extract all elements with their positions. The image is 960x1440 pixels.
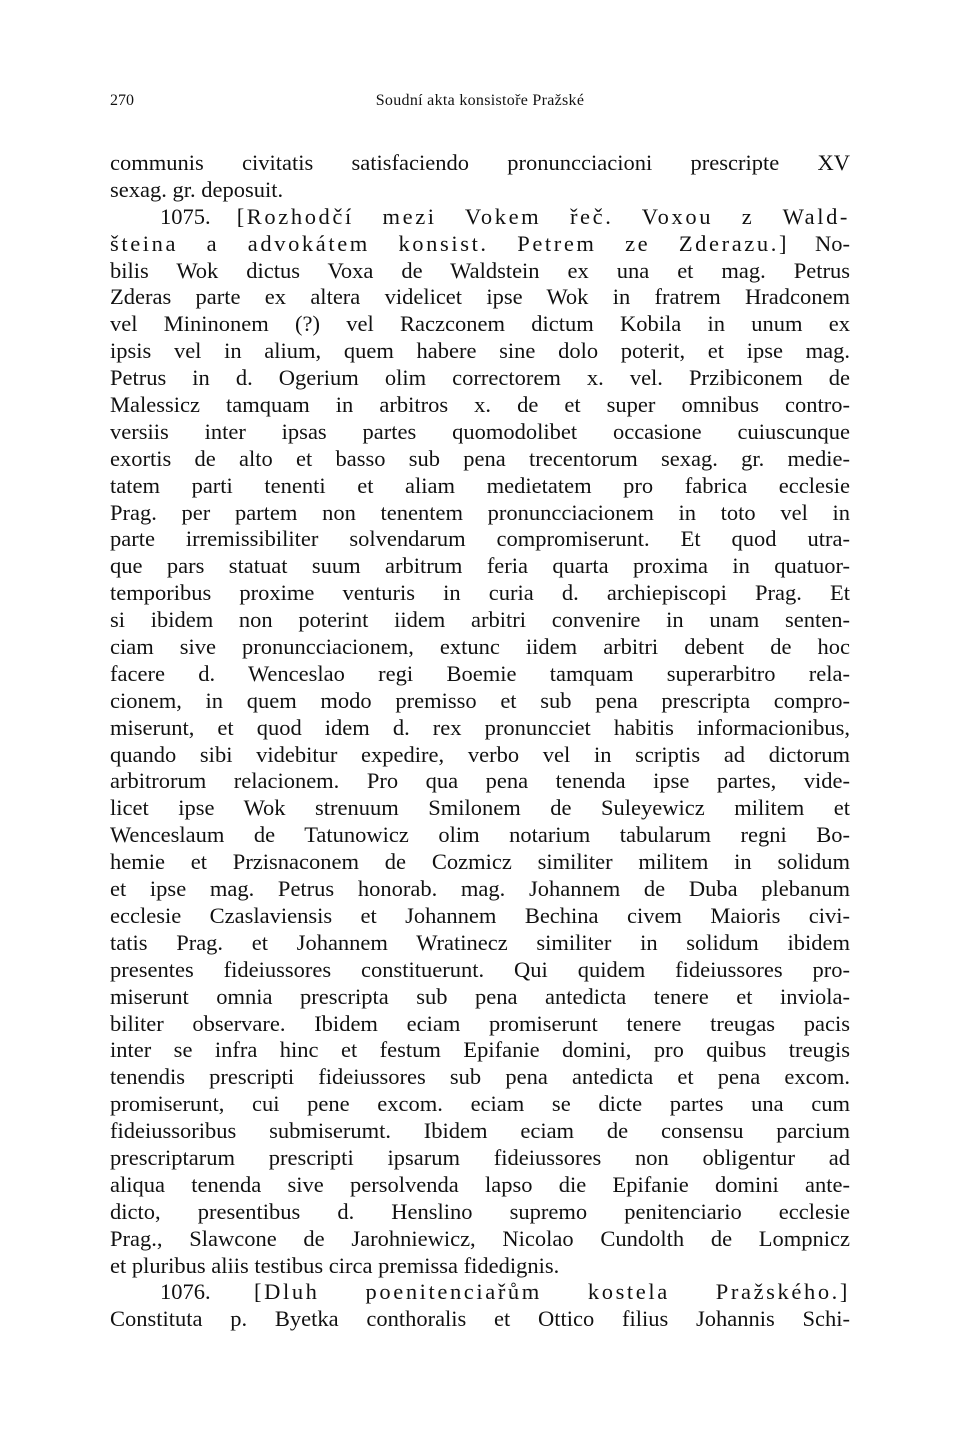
text-line: temporibus proxime venturis in curia d. archiepiscopi Prag. Et bbox=[110, 580, 850, 606]
text-line: dicto, presentibus d. Henslino supremo penitenciario ecclesie bbox=[110, 1198, 850, 1224]
text-line: prescriptarum prescripti ipsarum fideiussores non obligentur ad bbox=[110, 1144, 850, 1170]
text-line: inter se infra hinc et festum Epifanie domini, pro quibus treugis bbox=[110, 1037, 850, 1063]
text-line: ipsis vel in alium, quem habere sine dolo poterit, et ipse mag. bbox=[110, 338, 850, 364]
entry-heading-1075-cont: šteina a advokátem konsist. Petrem ze Zderazu.] No- bbox=[110, 230, 850, 256]
text-line: Zderas parte ex altera videlicet ipse Wok in fratrem Hradconem bbox=[110, 284, 850, 310]
text-line: communis civitatis satisfaciendo pronuncciacioni prescripte XV bbox=[110, 150, 850, 175]
text-line: quando sibi videbitur expedire, verbo vel in scriptis ad dictorum bbox=[110, 741, 850, 767]
entry-heading-1075 bbox=[110, 204, 850, 231]
text-line: vel Mininonem (?) vel Raczconem dictum Kobila in unum ex bbox=[110, 311, 850, 337]
text-line: miserunt omnia prescripta sub pena antedicta tenere et inviola- bbox=[110, 983, 850, 1009]
entry-number: 1075. bbox=[160, 203, 211, 229]
text-line: sexag. gr. deposuit. bbox=[110, 176, 284, 202]
text-line: presentes fideiussores constituerunt. Qui quidem fideiussores pro- bbox=[110, 956, 850, 982]
entry-heading-text: [Dluh poenitenciařům kostela Pražského.] bbox=[254, 1279, 850, 1305]
entry-number: 1076. bbox=[160, 1279, 211, 1305]
text-line: Petrus in d. Ogerium olim correctorem x. vel. Przibiconem de bbox=[110, 365, 850, 391]
entry-heading-1076 bbox=[110, 1279, 850, 1306]
text-line: fideiussoribus submiserumt. Ibidem eciam de consensu parcium bbox=[110, 1118, 850, 1144]
text-line: exortis de alto et basso sub pena trecentorum sexag. gr. medie- bbox=[110, 445, 850, 471]
text-line: parte irremissibiliter solvendarum compromiserunt. Et quod utra- bbox=[110, 526, 850, 552]
running-header bbox=[110, 92, 850, 118]
text-line: Wenceslaum de Tatunowicz olim notarium tabularum regni Bo- bbox=[110, 822, 850, 848]
text-line: cionem, in quem modo premisso et sub pena prescripta compro- bbox=[110, 687, 850, 713]
text-line: tatem parti tenenti et aliam medietatem pro fabrica ecclesie bbox=[110, 472, 850, 498]
text-line: ciam sive pronuncciacionem, extunc iidem arbitri debent de hoc bbox=[110, 634, 850, 660]
text-line: Malessicz tamquam in arbitros x. de et super omnibus contro- bbox=[110, 392, 850, 418]
text-line: versiis inter ipsas partes quomodolibet occasione cuiuscunque bbox=[110, 418, 850, 444]
text-line: et pluribus aliis testibus circa premissa fidedignis. bbox=[110, 1252, 560, 1278]
text-line: Prag., Slawcone de Jarohniewicz, Nicolao Cundolth de Lompnicz bbox=[110, 1225, 850, 1251]
text-line: que pars statuat suum arbitrum feria quarta proxima in quatuor- bbox=[110, 553, 850, 579]
text-line: tatis Prag. et Johannem Wratinecz similiter in solidum ibidem bbox=[110, 929, 850, 955]
text-line: Prag. per partem non tenentem pronuncciacionem in toto vel in bbox=[110, 499, 850, 525]
text-line: bilis Wok dictus Voxa de Waldstein ex una et mag. Petrus bbox=[110, 257, 850, 283]
entry-heading-text: [Rozhodčí mezi Vokem řeč. Voxou z Wald- bbox=[236, 203, 851, 229]
text-line: facere d. Wenceslao regi Boemie tamquam superarbitro rela- bbox=[110, 660, 850, 686]
text-line: promiserunt, cui pene excom. eciam se dicte partes una cum bbox=[110, 1091, 850, 1117]
text-line: miserunt, et quod idem d. rex pronuncciet habitis informacionibus, bbox=[110, 714, 850, 740]
text-line: tenendis prescripti fideiussores sub pena antedicta et pena excom. bbox=[110, 1064, 850, 1090]
text-line: aliqua tenenda sive persolvenda lapso die Epifanie domini ante- bbox=[110, 1171, 850, 1197]
text-line: licet ipse Wok strenuum Smilonem de Suleyewicz militem et bbox=[110, 795, 850, 821]
text-line: si ibidem non poterint iidem arbitri convenire in unam senten- bbox=[110, 607, 850, 633]
entry-heading-text: šteina a advokátem konsist. Petrem ze Zderazu.] bbox=[110, 230, 790, 256]
running-title: Soudní akta konsistoře Pražské bbox=[375, 92, 585, 109]
body-text bbox=[110, 150, 850, 1333]
text-line: ecclesie Czaslaviensis et Johannem Bechina civem Maioris civi- bbox=[110, 902, 850, 928]
page-number: 270 bbox=[110, 92, 134, 109]
text-line: Constituta p. Byetka conthoralis et Ottico filius Johannis Schi- bbox=[110, 1306, 850, 1332]
text-line: biliter observare. Ibidem eciam promiserunt tenere treugas pacis bbox=[110, 1010, 850, 1036]
text-line: hemie et Przisnaconem de Cozmicz similiter militem in solidum bbox=[110, 849, 850, 875]
text-line: et ipse mag. Petrus honorab. mag. Johannem de Duba plebanum bbox=[110, 876, 850, 902]
text-line: arbitrorum relacionem. Pro qua pena tenenda ipse partes, vide- bbox=[110, 768, 850, 794]
